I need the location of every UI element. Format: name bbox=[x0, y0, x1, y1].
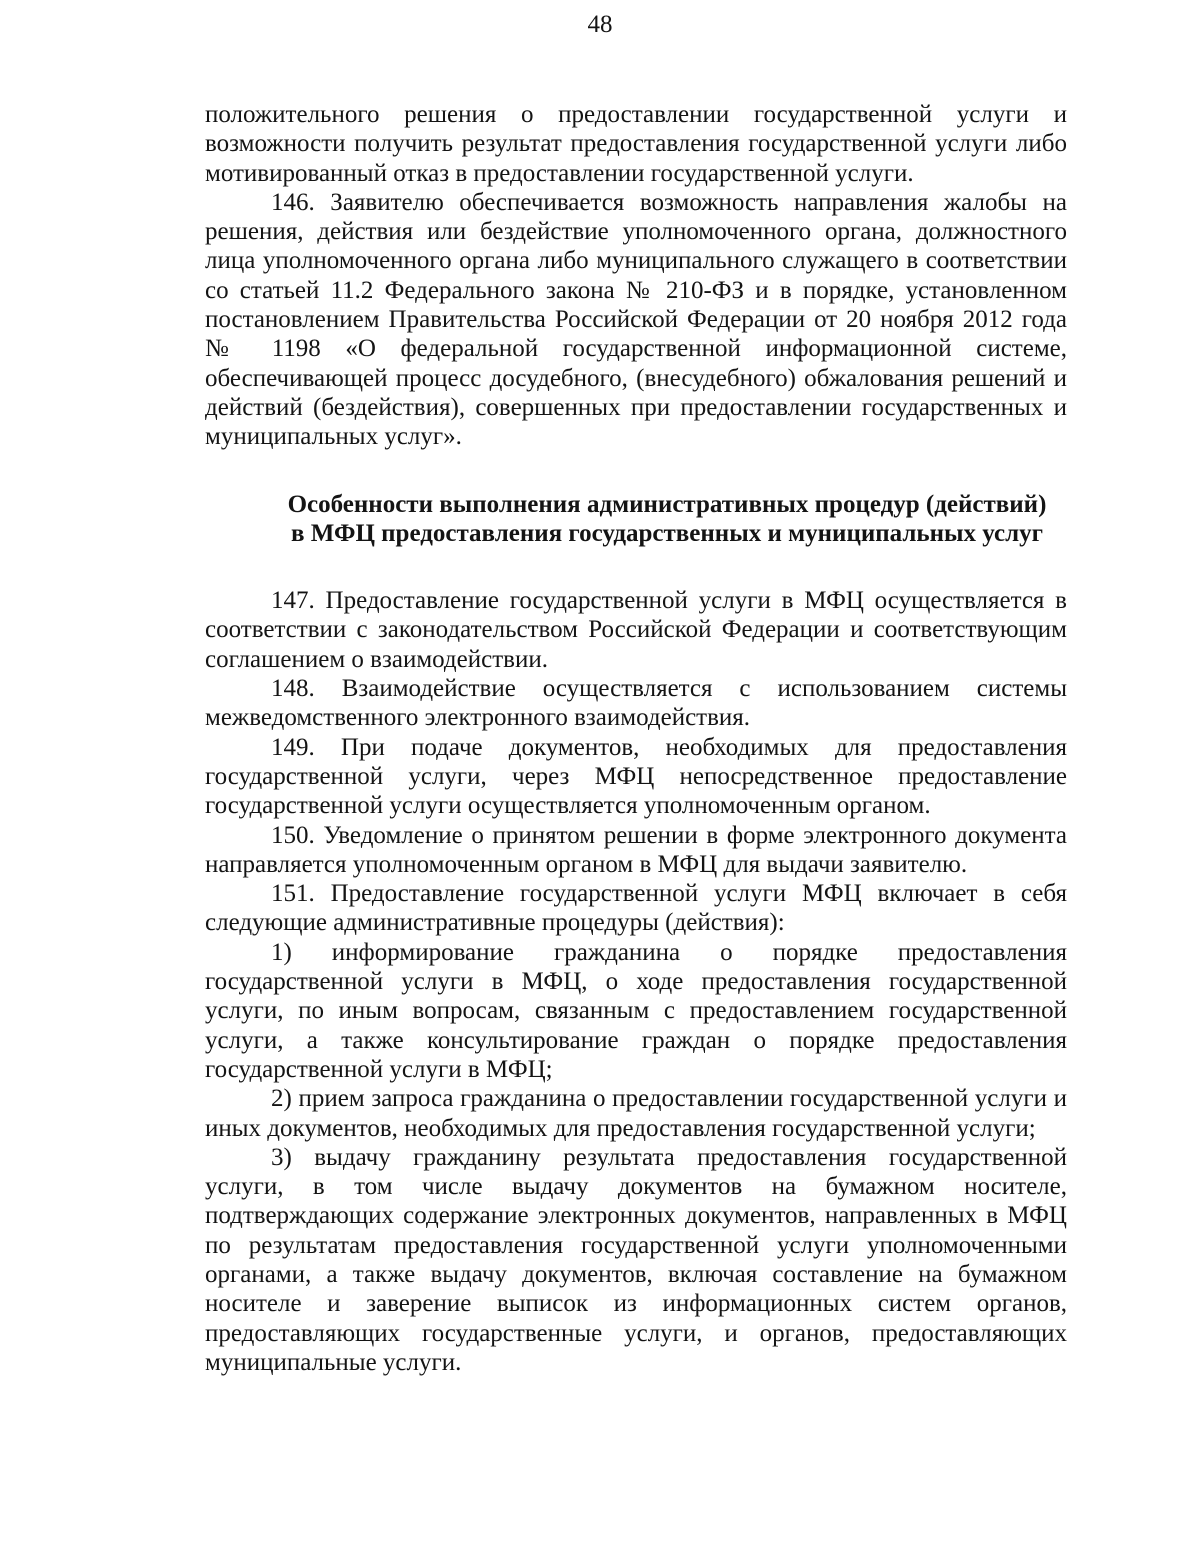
paragraph-151: 151. Предоставление государственной услуги МФЦ включает в себя следующие административные процедуры (действия): bbox=[205, 880, 1067, 937]
paragraph-continuation: положительного решения о предоставлении государственной услуги и возможности получить результат предоставления государственной услуги либо мотивированный отказ в предоставлении государственной услуги. bbox=[205, 101, 1067, 187]
paragraph-150: 150. Уведомление о принятом решении в форме электронного документа направляется уполномоченным органом в МФЦ для выдачи заявителю. bbox=[205, 821, 1067, 878]
paragraph-146: 146. Заявителю обеспечивается возможность направления жалобы на решения, действия или бездействие уполномоченного органа, должностного лица уполномоченного органа либо муниципального служащего в соответствии со статьей 11.2 Федерального закона № 210-ФЗ и в порядке, установленном постановлением Правительства Российской Федерации от 20 ноября 2012 года № 1198 «О федеральной государственной информационной системе, обеспечивающей процесс досудебного, (внесудебного) обжалования решений и действий (бездействия), совершенных при предоставлении государственных и муниципальных услуг». bbox=[205, 188, 1067, 451]
paragraph-148: 148. Взаимодействие осуществляется с использованием системы межведомственного электронного взаимодействия. bbox=[205, 675, 1067, 732]
list-item-3: 3) выдачу гражданину результата предоставления государственной услуги, в том числе выдачу документов на бумажном носителе, подтверждающих содержание электронных документов, направленных в МФЦ по результатам предоставления государственной услуги уполномоченными органами, а также выдачу документов, включая составление на бумажном носителе и заверение выписок из информационных систем органов, предоставляющих государственные услуги, и органов, предоставляющих муниципальные услуги. bbox=[205, 1143, 1067, 1376]
section-heading-line-1: Особенности выполнения административных процедур (действий) bbox=[287, 490, 1047, 518]
document-body bbox=[205, 100, 1067, 1377]
paragraph-147: 147. Предоставление государственной услуги в МФЦ осуществляется в соответствии с законодательством Российской Федерации и соответствующим соглашением о взаимодействии. bbox=[205, 587, 1067, 673]
paragraph-149: 149. При подаче документов, необходимых для предоставления государственной услуги, через МФЦ непосредственное предоставление государственной услуги осуществляется уполномоченным органом. bbox=[205, 733, 1067, 820]
list-item-2: 2) прием запроса гражданина о предоставлении государственной услуги и иных документов, необходимых для предоставления государственной услуги; bbox=[205, 1085, 1067, 1142]
list-item-1: 1) информирование гражданина о порядке предоставления государственной услуги в МФЦ, о ходе предоставления государственной услуги, по иным вопросам, связанным с предоставлением государственной услуги, а также консультирование граждан о порядке предоставления государственной услуги в МФЦ; bbox=[205, 938, 1067, 1083]
section-heading bbox=[205, 490, 1067, 549]
page-number: 48 bbox=[587, 11, 613, 38]
section-heading-line-2: в МФЦ предоставления государственных и муниципальных услуг bbox=[290, 519, 1044, 547]
